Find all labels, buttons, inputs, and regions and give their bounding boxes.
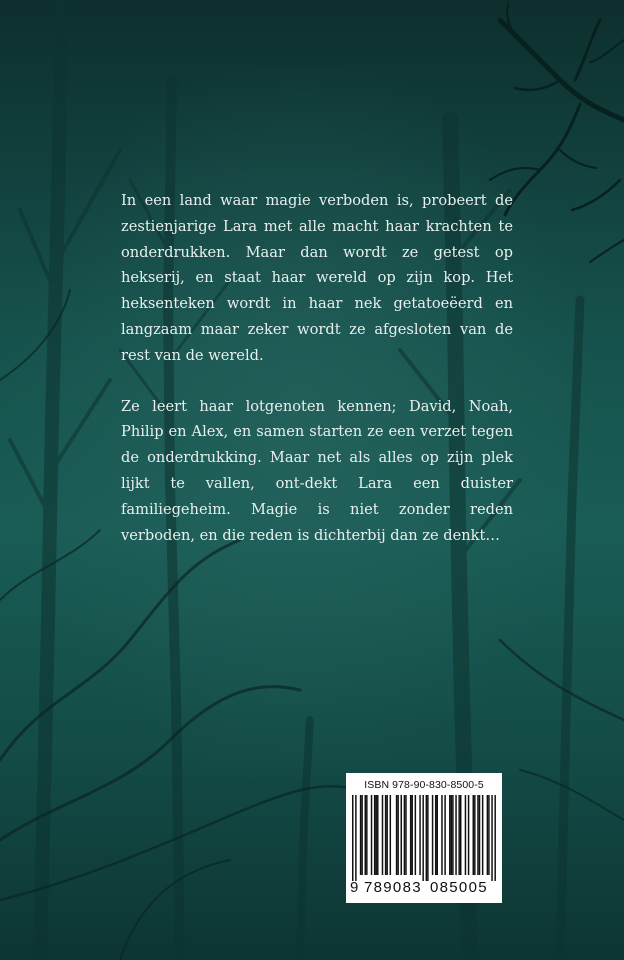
barcode-bar <box>396 795 397 875</box>
barcode-bar <box>382 795 383 875</box>
barcode-bar <box>455 795 456 875</box>
barcode-bar <box>474 795 475 875</box>
barcode-bar <box>488 795 489 875</box>
blurb-paragraph: In een land waar magie verboden is, probeert de zestienjarige Lara met alle macht haar krachten te onderdrukken. Maar dan wordt ze getest op hekserij, en staat haar wereld op zijn kop. Het heksenteken wordt in haar nek getatoeëerd en langzaam maar zeker wordt ze afgesloten van de rest van de wereld. <box>121 192 513 364</box>
barcode-bar <box>422 795 423 881</box>
barcode-bar <box>482 795 483 875</box>
barcode-bar <box>451 795 452 875</box>
isbn-label: ISBN 978-90-830-8500-5 <box>364 779 484 791</box>
barcode-bar <box>386 795 387 875</box>
barcode-right-digits: 085005 <box>430 879 488 896</box>
barcode-bar <box>491 795 492 881</box>
barcode-bar <box>427 795 428 881</box>
barcode-bar <box>494 795 495 881</box>
barcode-bar <box>465 795 466 875</box>
barcode-bar <box>477 795 478 875</box>
barcode-bar <box>390 795 391 875</box>
barcode-bar <box>426 795 427 881</box>
barcode-bars <box>352 795 496 881</box>
barcode-bar <box>449 795 450 875</box>
barcode-bar <box>360 795 361 875</box>
barcode-bar <box>355 795 356 881</box>
barcode-bar <box>385 795 386 875</box>
barcode-bar <box>375 795 376 875</box>
barcode-bar <box>405 795 406 875</box>
barcode-bar <box>432 795 433 875</box>
isbn-barcode <box>346 773 502 903</box>
barcode-lead-digit: 9 <box>350 879 359 896</box>
barcode-bar <box>460 795 461 875</box>
barcode-bar <box>479 795 480 875</box>
barcode-bar <box>458 795 459 875</box>
barcode-bar <box>352 795 353 881</box>
barcode-bar <box>410 795 411 875</box>
back-cover-blurb <box>121 188 513 548</box>
barcode-bar <box>487 795 488 875</box>
barcode-bar <box>401 795 402 875</box>
barcode-bar <box>452 795 453 875</box>
barcode-bar <box>441 795 442 875</box>
barcode-bar <box>366 795 367 875</box>
barcode-bar <box>473 795 474 875</box>
barcode-bar <box>435 795 436 875</box>
barcode-bar <box>468 795 469 875</box>
barcode-bar <box>415 795 416 875</box>
barcode-bar <box>444 795 445 875</box>
barcode-bar <box>397 795 398 875</box>
barcode-left-digits: 789083 <box>364 879 422 896</box>
barcode-bar <box>411 795 412 875</box>
barcode-bar <box>365 795 366 875</box>
barcode-bar <box>419 795 420 875</box>
barcode-bar <box>374 795 375 875</box>
barcode-bar <box>437 795 438 875</box>
barcode-bar <box>404 795 405 875</box>
barcode-bar <box>377 795 378 875</box>
barcode-bar <box>361 795 362 875</box>
blurb-paragraph: Ze leert haar lotgenoten kennen; David, Noah, Philip en Alex, en samen starten ze een verzet tegen de onderdrukking. Maar net als alles op zijn plek lijkt te vallen, ont-dekt Lara een duister familiegeheim. Magie is niet zonder reden verboden, en die reden is dichterbij dan ze denkt… <box>121 397 513 544</box>
barcode-bar <box>371 795 372 875</box>
